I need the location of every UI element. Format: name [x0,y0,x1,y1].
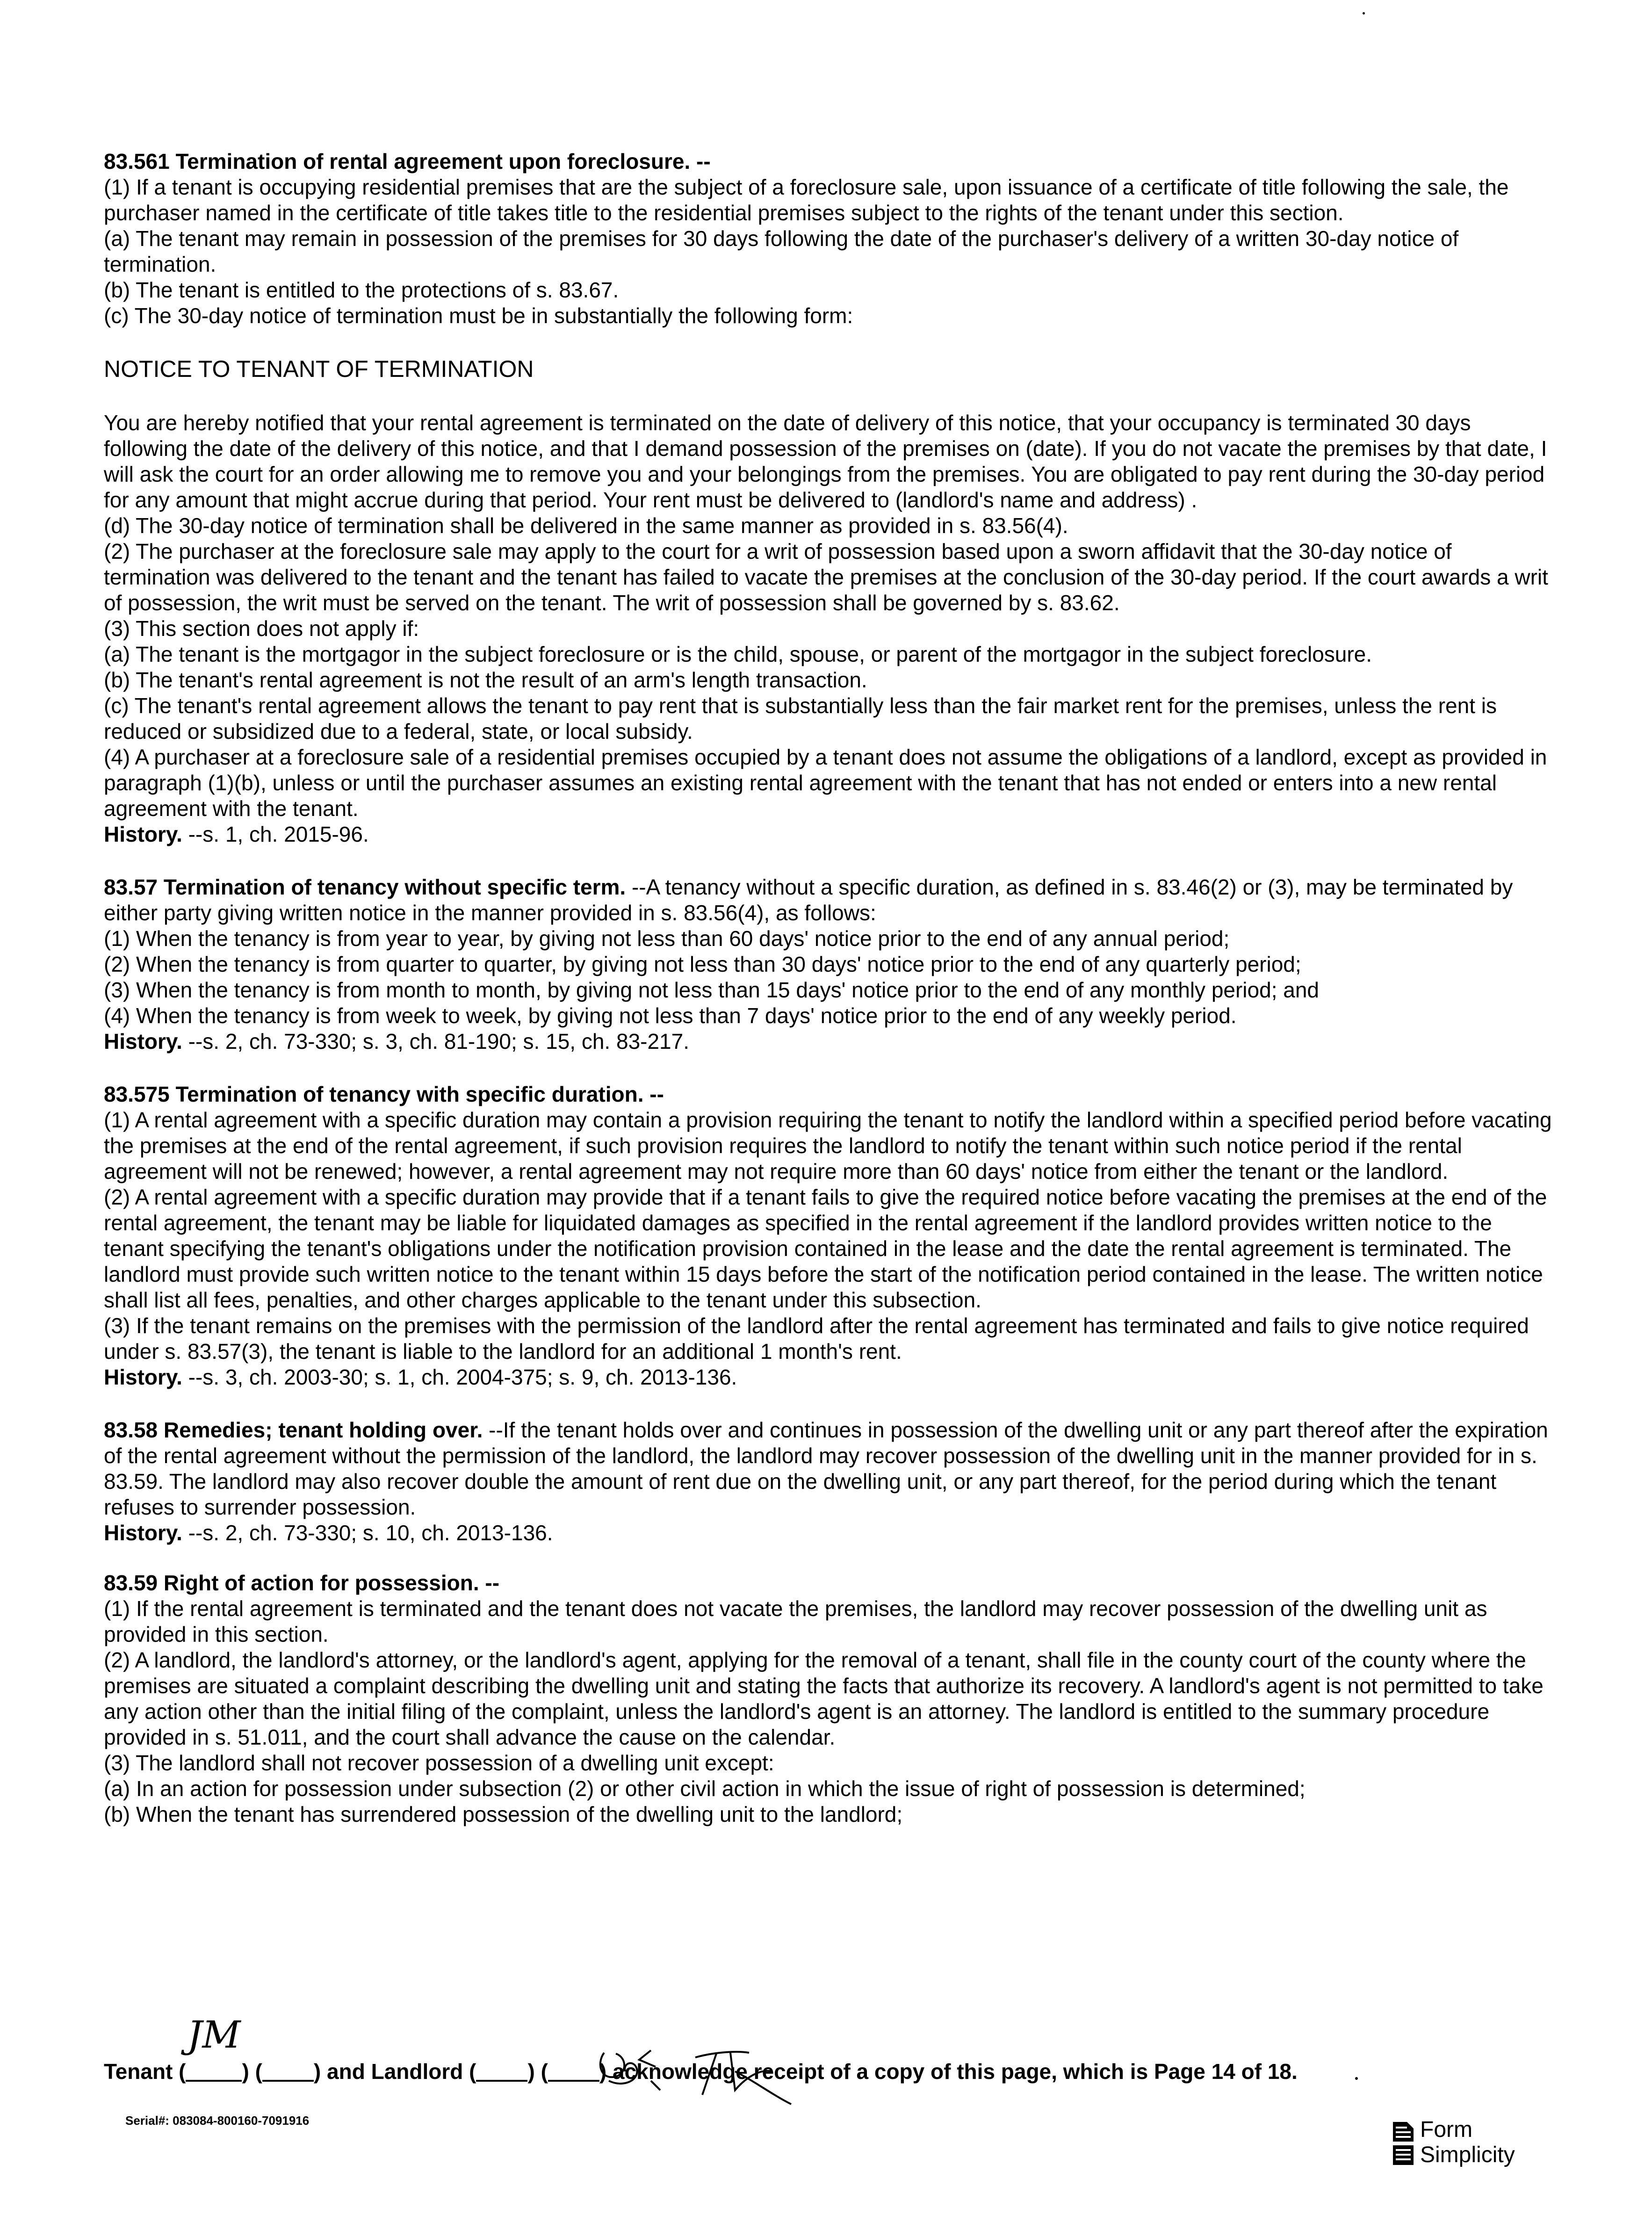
section-heading: 83.59 Right of action for possession. -- [104,1571,500,1595]
document-page [104,149,1553,1827]
history-label: History. [104,1521,182,1545]
document-icon [1391,2120,1415,2167]
section-heading: 83.561 Termination of rental agreement upon foreclosure. -- [104,149,711,173]
history-text: --s. 2, ch. 73-330; s. 3, ch. 81-190; s. 15, ch. 83-217. [182,1029,690,1053]
landlord-initials-field-2[interactable]: ( ) [541,2059,607,2084]
logo-line-1: Form [1420,2117,1472,2142]
paragraph: (c) The 30-day notice of termination must be in substantially the following form: [104,303,853,328]
section-body: --If the tenant holds over and continues in possession of the dwelling unit or any part thereof after the expiration of the rental agreement without the permission of the landlord, the landlord may recover possession of the dwelling unit in the manner provided for in s. 83.59. The landlord may also recover double the amount of rent due on the dwelling unit, or any part thereof, for the period during which the tenant refuses to surrender possession. [104,1418,1548,1519]
paragraph: (d) The 30-day notice of termination shall be delivered in the same manner as provided in s. 83.56(4). [104,513,1068,538]
serial-number: Serial#: 083084-800160-7091916 [125,2114,310,2128]
paragraph: (b) The tenant is entitled to the protections of s. 83.67. [104,278,619,302]
paragraph: (3) When the tenancy is from month to month, by giving not less than 15 days' notice prior to the end of any monthly period; and [104,978,1319,1002]
scan-speck [1355,2077,1358,2080]
history-line [104,1029,1553,1054]
history-line [104,1364,1553,1390]
history-label: History. [104,822,182,846]
notice-body: You are hereby notified that your rental agreement is terminated on the date of delivery of this notice, that your occupancy is terminated 30 days following the date of the delivery of this notice, and that I demand possession of the premises on (date). If you do not vacate the premises by that date, I will ask the court for an order allowing me to remove you and your belongings from the premises. You are obligated to pay rent during the 30-day period for any amount that might accrue during that period. Your rent must be delivered to (landlord's name and address) . [104,411,1547,512]
history-label: History. [104,1365,182,1389]
section-83-561 [104,149,1553,174]
history-text: --s. 1, ch. 2015-96. [182,822,369,846]
notice-title: NOTICE TO TENANT OF TERMINATION [104,356,534,382]
paragraph: (1) If a tenant is occupying residential premises that are the subject of a foreclosure sale, upon issuance of a certificate of title following the sale, the purchaser named in the certificate of title takes title to the residential premises subject to the rights of the tenant under this section. [104,175,1509,225]
paragraph: (3) The landlord shall not recover possession of a dwelling unit except: [104,1751,774,1775]
logo-line-2: Simplicity [1420,2143,1515,2167]
logo-text [1420,2117,1515,2168]
paragraph: (c) The tenant's rental agreement allows the tenant to pay rent that is substantially less than the fair market rent for the premises, unless the rent is reduced or subsidized due to a federal, state, or local subsidy. [104,693,1497,743]
paragraph: (a) In an action for possession under subsection (2) or other civil action in which the issue of right of possession is determined; [104,1776,1306,1801]
section-heading: 83.58 Remedies; tenant holding over. [104,1418,483,1442]
section-heading: 83.575 Termination of tenancy with specific duration. -- [104,1082,664,1106]
section-intro: --A tenancy without a specific duration, as defined in s. 83.46(2) or (3), may be terminated by either party giving written notice in the manner provided in s. 83.56(4), as follows: [104,875,1513,925]
section-heading: 83.57 Termination of tenancy without specific term. [104,875,626,899]
history-line [104,822,1553,847]
section-83-57 [104,874,1553,926]
acknowledgment-text: acknowledge receipt of a copy of this page, which is Page 14 of 18. [613,2059,1298,2084]
paragraph: (2) When the tenancy is from quarter to quarter, by giving not less than 30 days' notice prior to the end of any quarterly period; [104,952,1301,976]
and-landlord-label: and Landlord [327,2059,463,2084]
paragraph: (3) This section does not apply if: [104,616,419,641]
paragraph: (4) A purchaser at a foreclosure sale of a residential premises occupied by a tenant does not assume the obligations of a landlord, except as provided in paragraph (1)(b), unless or until the purchaser assumes an existing rental agreement with the tenant that has not ended or enters into a new rental agreement with the tenant. [104,745,1547,821]
paragraph: (a) The tenant is the mortgagor in the subject foreclosure or is the child, spouse, or parent of the mortgagor in the subject foreclosure. [104,642,1372,666]
landlord-initials-field-1[interactable]: ( ) [469,2059,535,2084]
paragraph: (1) A rental agreement with a specific duration may contain a provision requiring the tenant to notify the landlord within a specified period before vacating the premises at the end of the rental agreement, if such provision requires the landlord to notify the tenant within such notice period if the rental agreement will not be renewed; however, a rental agreement may not require more than 60 days' notice from either the tenant or the landlord. [104,1108,1552,1183]
paragraph: (3) If the tenant remains on the premises with the permission of the landlord after the rental agreement has terminated and fails to give notice required under s. 83.57(3), the tenant is liable to the landlord for an additional 1 month's rent. [104,1313,1529,1364]
tenant-label: Tenant [104,2059,173,2084]
paragraph: (b) The tenant's rental agreement is not the result of an arm's length transaction. [104,668,867,692]
tenant-initials-handwritten: JM [187,2013,241,2056]
paragraph: (2) A rental agreement with a specific duration may provide that if a tenant fails to give the required notice before vacating the premises at the end of the rental agreement, the tenant may be liable for liquidated damages as specified in the rental agreement if the landlord provides written notice to the tenant specifying the tenant's obligations under the notification provision contained in the lease and the date the rental agreement is terminated. The landlord must provide such written notice to the tenant within 15 days before the start of the notification period contained in the lease. The written notice shall list all fees, penalties, and other charges applicable to the tenant under this subsection. [104,1185,1547,1312]
acknowledgment-line [104,2013,1577,2085]
paragraph: (1) When the tenancy is from year to year, by giving not less than 60 days' notice prior to the end of any annual period; [104,926,1230,951]
history-text: --s. 3, ch. 2003-30; s. 1, ch. 2004-375; s. 9, ch. 2013-136. [182,1365,737,1389]
paragraph: (2) The purchaser at the foreclosure sale may apply to the court for a writ of possession based upon a sworn affidavit that the 30-day notice of termination was delivered to the tenant and the tenant has failed to vacate the premises at the conclusion of the 30-day period. If the court awards a writ of possession, the writ must be served on the tenant. The writ of possession shall be governed by s. 83.62. [104,539,1548,615]
history-line [104,1520,1553,1546]
history-label: History. [104,1029,182,1053]
scan-speck [1363,12,1365,14]
paragraph: (2) A landlord, the landlord's attorney, or the landlord's agent, applying for the removal of a tenant, shall file in the county court of the county where the premises are situated a complaint describing the dwelling unit and stating the facts that authorize its recovery. A landlord's agent is not permitted to take any action other than the initial filing of the complaint, unless the landlord's agent is an attorney. The landlord is entitled to the summary procedure provided in s. 51.011, and the court shall advance the cause on the calendar. [104,1648,1544,1749]
landlord-signature-initials [595,2025,838,2114]
tenant-initials-field-1[interactable]: ( ) JM [179,2013,249,2084]
tenant-initials-field-2[interactable]: ( ) [255,2059,321,2084]
paragraph: (b) When the tenant has surrendered possession of the dwelling unit to the landlord; [104,1802,903,1826]
section-83-575 [104,1082,1553,1107]
section-83-59 [104,1570,1553,1596]
history-text: --s. 2, ch. 73-330; s. 10, ch. 2013-136. [182,1521,553,1545]
paragraph: (1) If the rental agreement is terminated and the tenant does not vacate the premises, the landlord may recover possession of the dwelling unit as provided in this section. [104,1596,1487,1646]
paragraph: (4) When the tenancy is from week to week, by giving not less than 7 days' notice prior to the end of any weekly period. [104,1003,1237,1028]
section-83-58 [104,1417,1553,1520]
paragraph: (a) The tenant may remain in possession of the premises for 30 days following the date of the purchaser's delivery of a written 30-day notice of termination. [104,226,1459,276]
